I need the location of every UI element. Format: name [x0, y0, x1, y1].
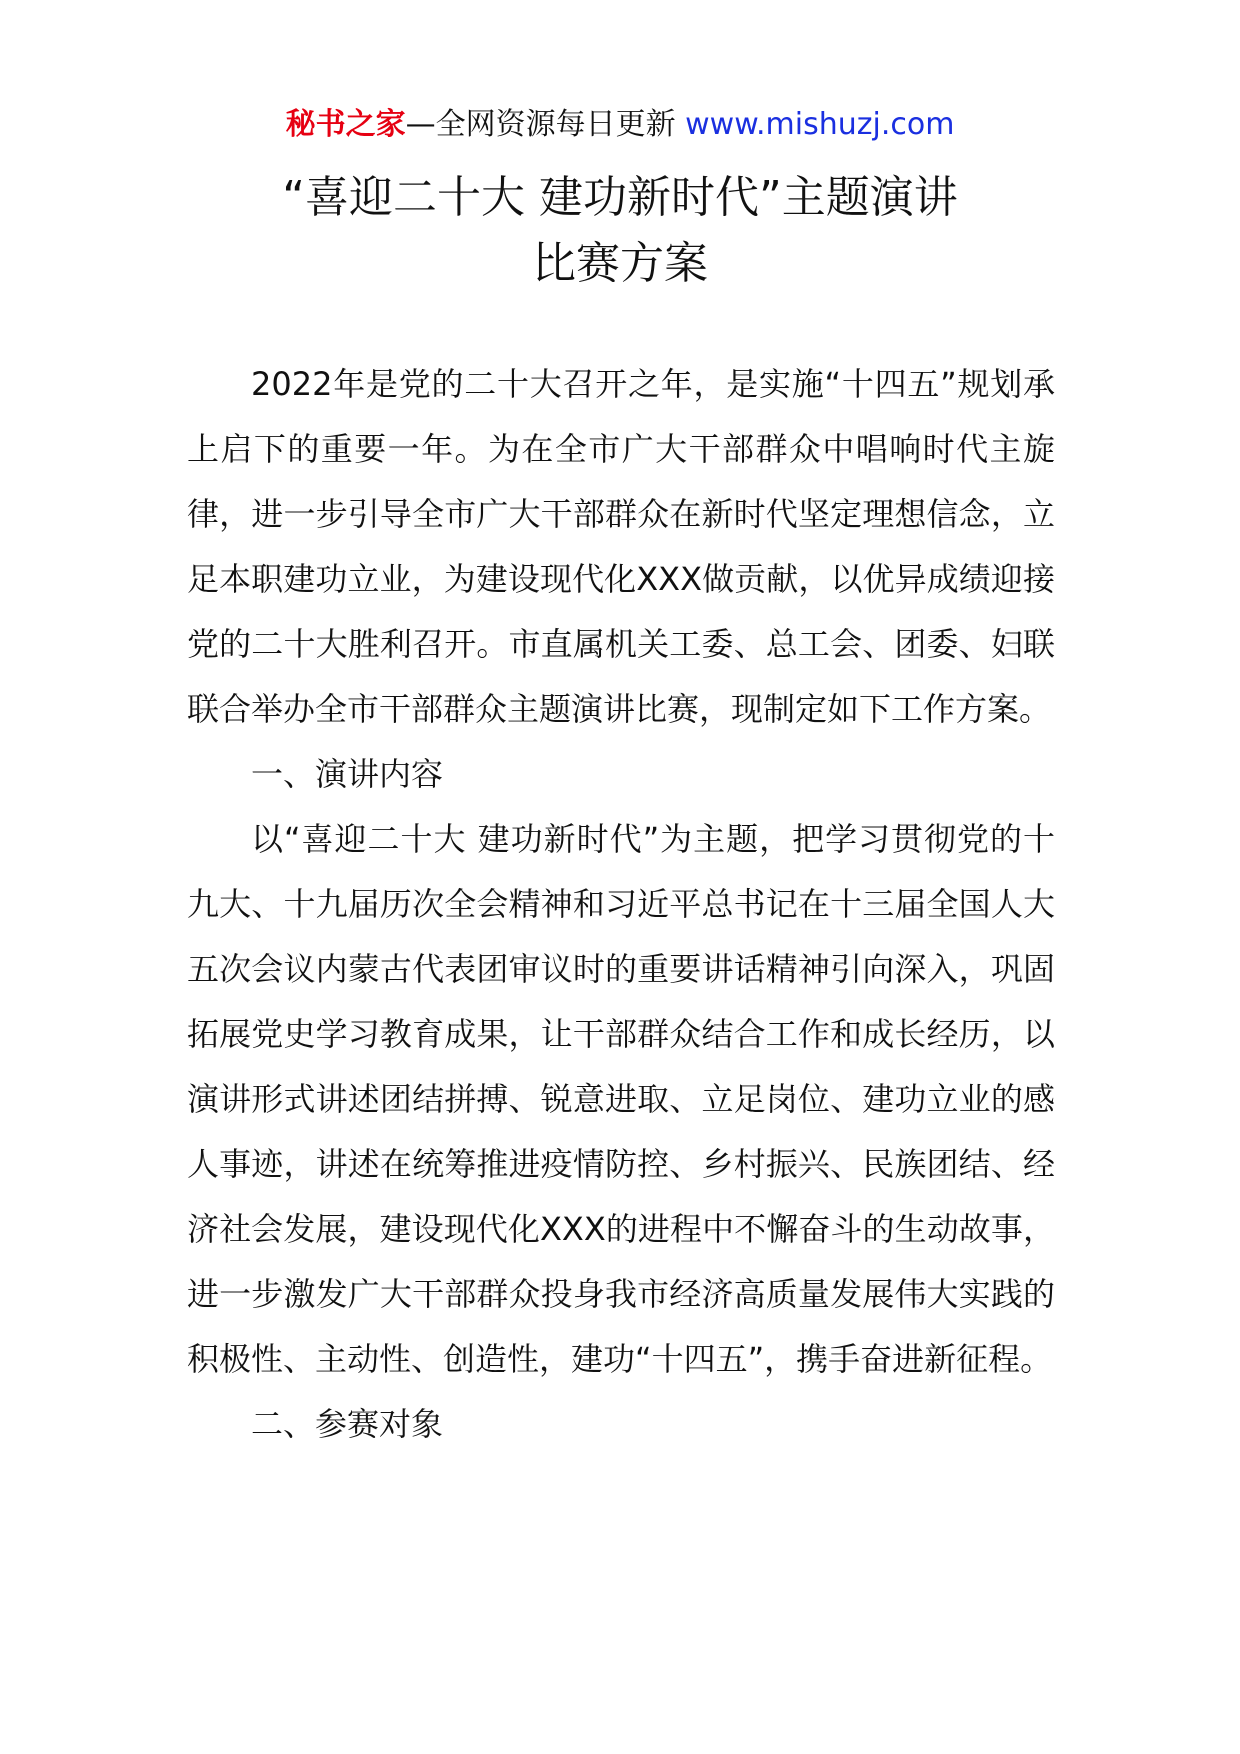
document-body — [187, 352, 1055, 1457]
section-heading-content: 一、演讲内容 — [251, 755, 444, 793]
title-line-2: 比赛方案 — [532, 238, 708, 289]
title-line-1: “喜迎二十大 建功新时代”主题演讲 — [282, 172, 958, 223]
intro-paragraph: 2022年是党的二十大召开之年，是实施“十四五”规划承上启下的重要一年。为在全市广大干部群众中唱响时代主旋律，进一步引导全市广大干部群众在新时代坚定理想信念，立足本职建功立业，为建设现代化XXX做贡献，以优异成绩迎接党的二十大胜利召开。市直属机关工委、总工会、团委、妇联联合举办全市干部群众主题演讲比赛，现制定如下工作方案。 — [187, 365, 1055, 728]
section-paragraph-content: 以“喜迎二十大 建功新时代”为主题，把学习贯彻党的十九大、十九届历次全会精神和习近平总书记在十三届全国人大五次会议内蒙古代表团审议时的重要讲话精神引向深入，巩固拓展党史学习教育成果，让干部群众结合工作和成长经历，以演讲形式讲述团结拼搏、锐意进取、立足岗位、建功立业的感人事迹，讲述在统筹推进疫情防控、乡村振兴、民族团结、经济社会发展，建设现代化XXX的进程中不懈奋斗的生动故事，进一步激发广大干部群众投身我市经济高质量发展伟大实践的积极性、主动性、创造性，建功“十四五”，携手奋进新征程。 — [187, 820, 1055, 1378]
site-url[interactable]: www.mishuzj.com — [685, 107, 955, 142]
site-header — [0, 105, 1240, 145]
brand-name: 秘书之家 — [285, 107, 406, 142]
section-heading-participants: 二、参赛对象 — [251, 1405, 444, 1443]
header-tagline: —全网资源每日更新 — [405, 107, 676, 142]
document-title — [0, 165, 1240, 297]
